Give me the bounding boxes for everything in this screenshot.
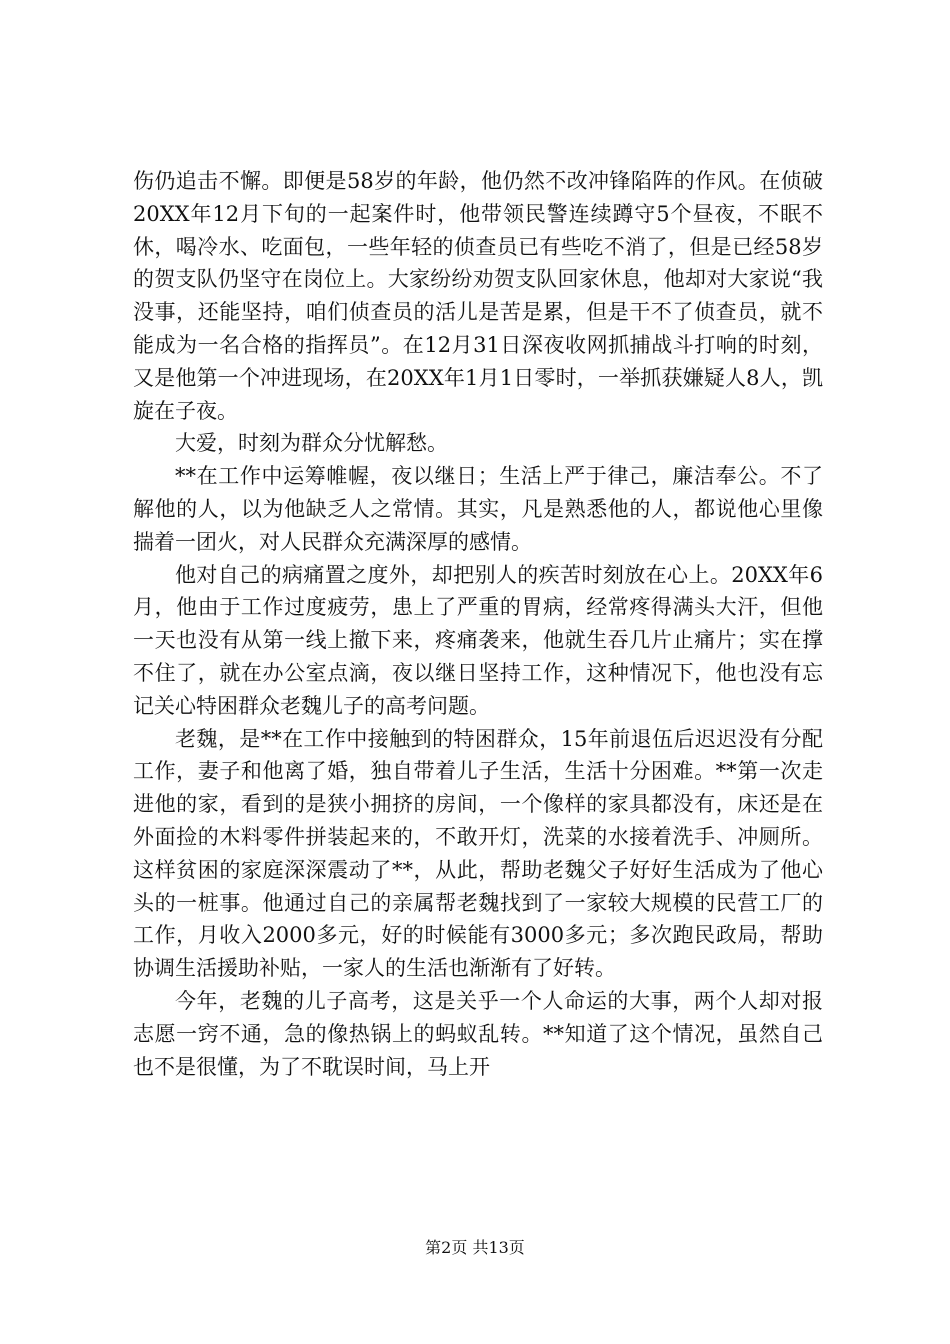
paragraph-2: 大爱，时刻为群众分忧解愁。 [175,431,448,456]
paragraph-4: 他对自己的病痛置之度外，却把别人的疾苦时刻放在心上。20XX年6月，他由于工作过度疲劳，患上了严重的胃病，经常疼得满头大汗，但他一天也没有从第一线上撤下来，疼痛袭来，他就生吞几片止痛片；实在撑不住了，就在办公室点滴，夜以继日坚持工作，这种情况下，他也没有忘记关心特困群众老魏儿子的高考问题。 [133,562,823,718]
paragraph-1: 伤仍追击不懈。即便是58岁的年龄，他仍然不改冲锋陷阵的作风。在侦破20XX年12月下旬的一起案件时，他带领民警连续蹲守5个昼夜，不眠不休，喝冷水、吃面包，一些年轻的侦查员已有些吃不消了，但是已经58岁的贺支队仍坚守在岗位上。大家纷纷劝贺支队回家休息，他却对大家说“我没事，还能坚持，咱们侦查员的活儿是苦是累，但是干不了侦查员，就不能成为一名合格的指挥员”。在12月31日深夜收网抓捕战斗打响的时刻，又是他第一个冲进现场，在20XX年1月1日零时，一举抓获嫌疑人8人，凯旋在子夜。 [133,169,823,423]
paragraph-3: **在工作中运筹帷幄，夜以继日；生活上严于律己，廉洁奉公。不了解他的人，以为他缺乏人之常情。其实，凡是熟悉他的人，都说他心里像揣着一团火，对人民群众充满深厚的感情。 [133,464,823,554]
page-number-label: 第2页 共13页 [425,1238,525,1257]
paragraph-5: 老魏，是**在工作中接触到的特困群众，15年前退伍后迟迟没有分配工作，妻子和他离了婚，独自带着儿子生活，生活十分困难。**第一次走进他的家，看到的是狭小拥挤的房间，一个像样的家具都没有，床还是在外面捡的木料零件拼装起来的，不敢开灯，洗菜的水接着洗手、冲厕所。这样贫困的家庭深深震动了**，从此，帮助老魏父子好好生活成为了他心头的一桩事。他通过自己的亲属帮老魏找到了一家较大规模的民营工厂的工作，月收入2000多元，好的时候能有3000多元；多次跑民政局，帮助协调生活援助补贴，一家人的生活也渐渐有了好转。 [133,726,823,981]
document-body [133,165,823,1083]
paragraph-6: 今年，老魏的儿子高考，这是关乎一个人命运的大事，两个人却对报志愿一窍不通，急的像热锅上的蚂蚁乱转。**知道了这个情况，虽然自己也不是很懂，为了不耽误时间，马上开 [133,988,823,1079]
page-footer [0,1238,950,1258]
